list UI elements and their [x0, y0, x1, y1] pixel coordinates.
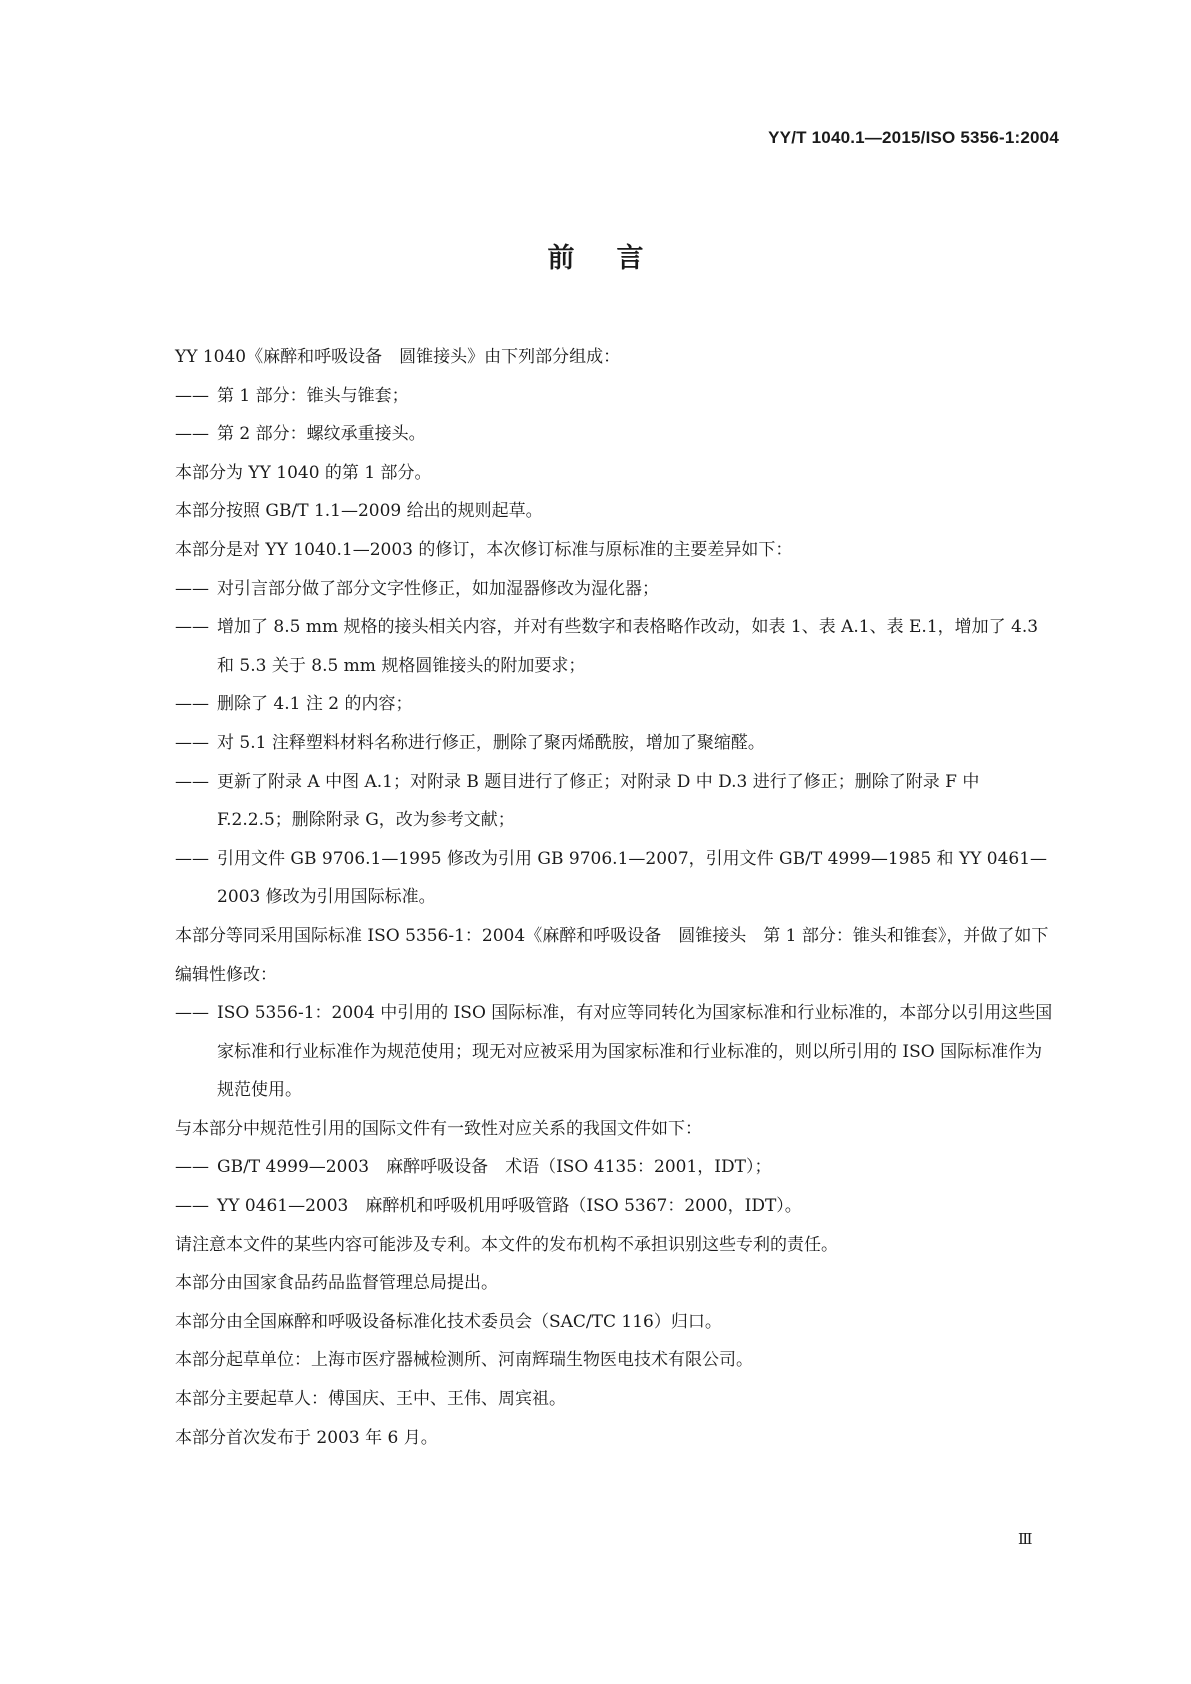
page-number: Ⅲ — [1018, 1530, 1033, 1548]
dash-marker: —— — [175, 1003, 209, 1024]
list-item-text: ISO 5356-1：2004 中引用的 ISO 国际标准，有对应等同转化为国家标准和行业标准的，本部分以引用这些国家标准和行业标准作为规范使用；现无对应被采用为国家标准和行业标准的，则以所引用的 ISO 国际标准作为规范使用。 — [217, 1003, 1053, 1101]
list-item-text: GB/T 4999—2003 麻醉呼吸设备 术语（ISO 4135：2001，IDT）； — [217, 1157, 772, 1178]
list-item — [175, 608, 1055, 685]
list-item-text: YY 0461—2003 麻醉机和呼吸机用呼吸管路（ISO 5367：2000，IDT）。 — [217, 1196, 802, 1217]
paragraph-drafting-units: 本部分起草单位：上海市医疗器械检测所、河南辉瑞生物医电技术有限公司。 — [175, 1350, 753, 1371]
list-item-text: 第 2 部分：螺纹承重接头。 — [217, 424, 426, 445]
list-item — [175, 1187, 1055, 1226]
list-item-text: 更新了附录 A 中图 A.1；对附录 B 题目进行了修正；对附录 D 中 D.3 进行了修正；删除了附录 F 中 F.2.2.5；删除附录 G，改为参考文献； — [217, 771, 980, 831]
paragraph-first-release: 本部分首次发布于 2003 年 6 月。 — [175, 1427, 438, 1448]
paragraph-proposer: 本部分由国家食品药品监督管理总局提出。 — [175, 1273, 498, 1294]
foreword-body — [175, 338, 1055, 1457]
paragraph-iso-adoption: 本部分等同采用国际标准 ISO 5356-1：2004《麻醉和呼吸设备 圆锥接头 第 1 部分：锥头和锥套》，并做了如下编辑性修改： — [175, 925, 1049, 985]
dash-marker: —— — [175, 694, 209, 715]
dash-marker: —— — [175, 578, 209, 599]
dash-marker: —— — [175, 732, 209, 753]
dash-marker: —— — [175, 1196, 209, 1217]
list-item — [175, 685, 1055, 724]
list-item — [175, 570, 1055, 609]
list-item — [175, 1148, 1055, 1187]
dash-marker: —— — [175, 848, 209, 869]
dash-marker: —— — [175, 617, 209, 638]
dash-marker: —— — [175, 424, 209, 445]
paragraph-drafters: 本部分主要起草人：傅国庆、王中、王伟、周宾祖。 — [175, 1389, 566, 1410]
paragraph-revision-intro: 本部分是对 YY 1040.1—2003 的修订，本次修订标准与原标准的主要差异如下： — [175, 539, 793, 560]
list-item — [175, 994, 1055, 1110]
list-item-text: 删除了 4.1 注 2 的内容； — [217, 694, 413, 715]
dash-marker: —— — [175, 771, 209, 792]
list-item — [175, 724, 1055, 763]
page-title: 前言 — [547, 243, 686, 274]
paragraph-patent-notice: 请注意本文件的某些内容可能涉及专利。本文件的发布机构不承担识别这些专利的责任。 — [175, 1234, 838, 1255]
list-item-text: 对引言部分做了部分文字性修正，如加湿器修改为湿化器； — [217, 578, 659, 599]
list-item-text: 对 5.1 注释塑料材料名称进行修正，删除了聚丙烯酰胺，增加了聚缩醛。 — [217, 732, 765, 753]
list-item — [175, 840, 1055, 917]
standard-code-header: YY/T 1040.1—2015/ISO 5356-1:2004 — [768, 128, 1059, 147]
dash-marker: —— — [175, 385, 209, 406]
paragraph-committee: 本部分由全国麻醉和呼吸设备标准化技术委员会（SAC/TC 116）归口。 — [175, 1311, 722, 1332]
list-item-text: 第 1 部分：锥头与锥套； — [217, 385, 409, 406]
list-item — [175, 763, 1055, 840]
list-item — [175, 415, 1055, 454]
paragraph-corresponding-docs: 与本部分中规范性引用的国际文件有一致性对应关系的我国文件如下： — [175, 1118, 702, 1139]
paragraph-parts-intro: YY 1040《麻醉和呼吸设备 圆锥接头》由下列部分组成： — [175, 347, 621, 367]
dash-marker: —— — [175, 1157, 209, 1178]
list-item — [175, 377, 1055, 416]
paragraph-drafting-rules: 本部分按照 GB/T 1.1—2009 给出的规则起草。 — [175, 501, 543, 522]
list-item-text: 增加了 8.5 mm 规格的接头相关内容，并对有些数字和表格略作改动，如表 1、表 A.1、表 E.1，增加了 4.3 和 5.3 关于 8.5 mm 规格圆锥接头的附加要求； — [217, 617, 1039, 676]
list-item-text: 引用文件 GB 9706.1—1995 修改为引用 GB 9706.1—2007，引用文件 GB/T 4999—1985 和 YY 0461—2003 修改为引用国际标准。 — [217, 848, 1048, 908]
paragraph-part-statement: 本部分为 YY 1040 的第 1 部分。 — [175, 462, 432, 483]
